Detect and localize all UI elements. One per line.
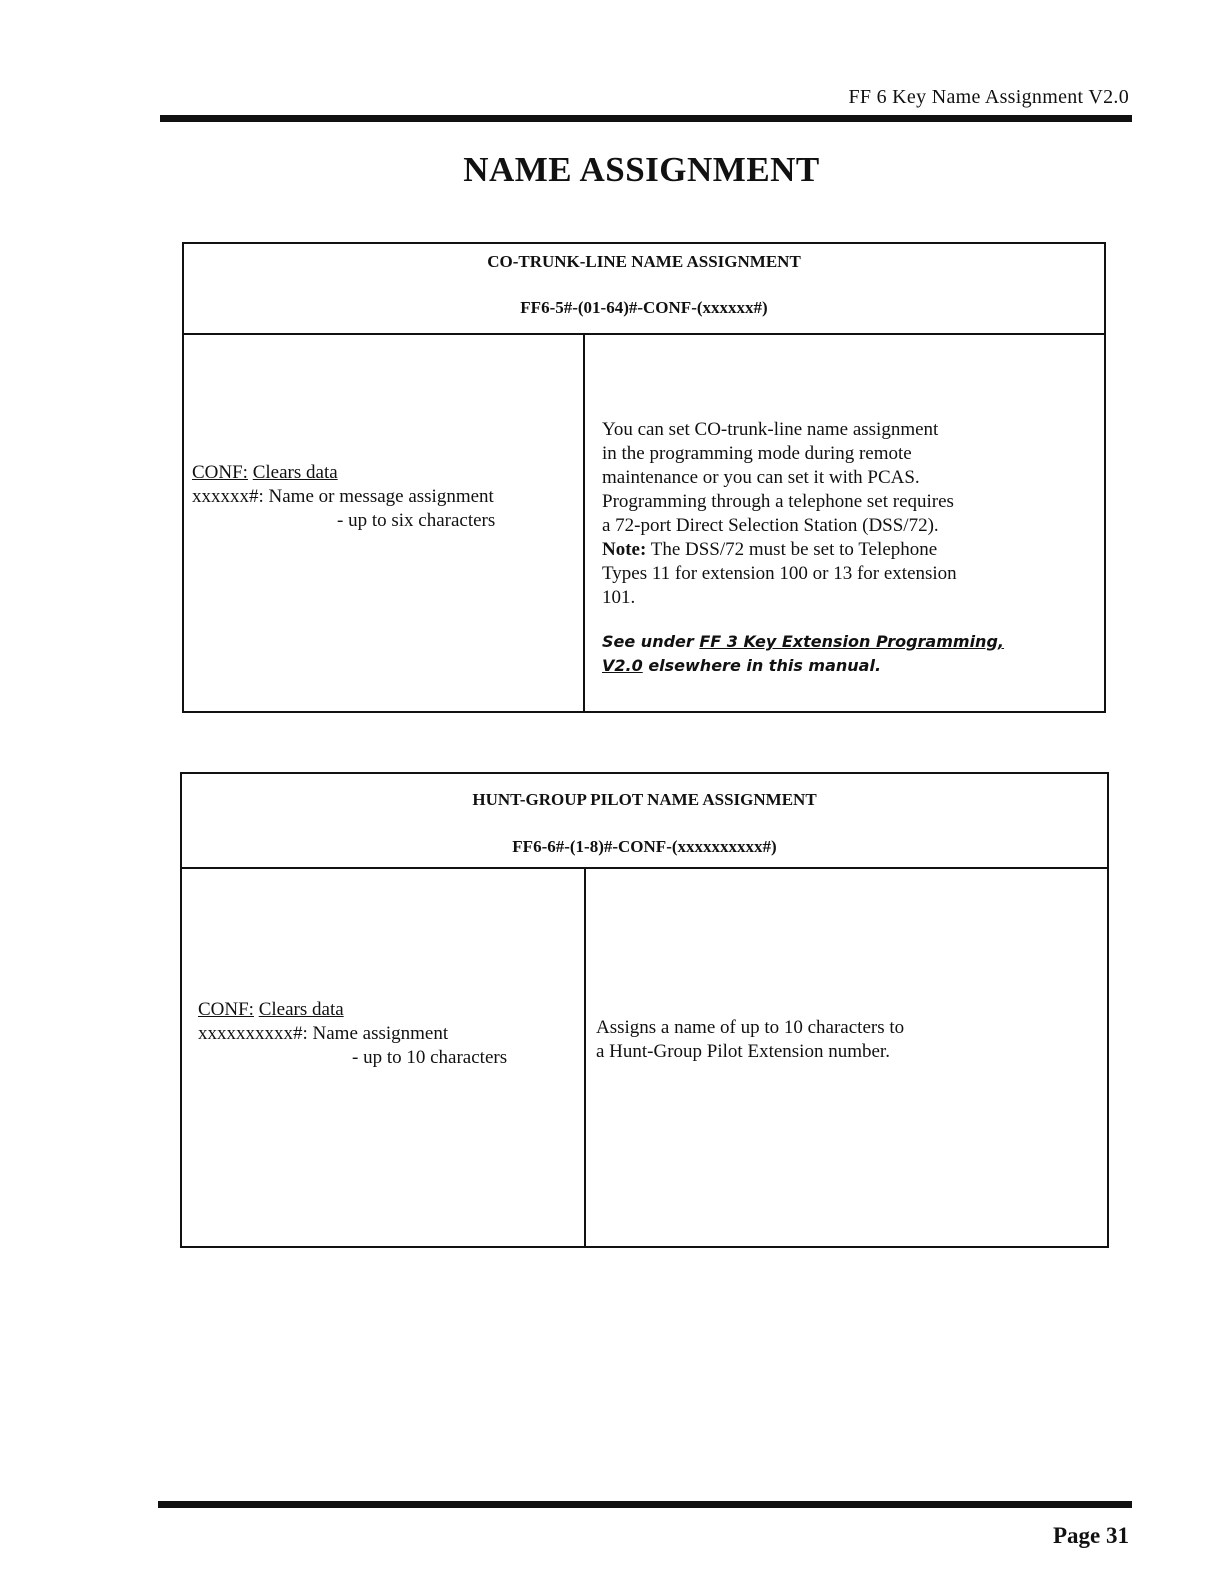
ref-prefix: See under	[602, 632, 694, 651]
section-heading: HUNT-GROUP PILOT NAME ASSIGNMENT	[472, 790, 817, 809]
page-number: Page 31	[1052, 1523, 1129, 1548]
column-divider	[583, 333, 585, 713]
hunt-group-section	[180, 772, 1109, 1248]
param-text: Name or message assignment	[268, 486, 494, 507]
section-left-cell	[192, 461, 582, 533]
column-divider	[584, 867, 586, 1248]
running-header: FF 6 Key Name Assignment V2.0	[848, 86, 1129, 108]
param-code: xxxxxx#:	[192, 486, 264, 507]
section-header	[184, 244, 1104, 335]
co-trunk-line-section	[182, 242, 1106, 713]
section-heading: CO-TRUNK-LINE NAME ASSIGNMENT	[487, 252, 801, 271]
ref-suffix: elsewhere in this manual.	[648, 656, 882, 675]
param-text: Name assignment	[312, 1023, 449, 1044]
conf-text: Clears data	[258, 999, 344, 1020]
note-line: The DSS/72 must be set to Telephone	[650, 539, 938, 560]
description-line: in the programming mode during remote	[602, 443, 912, 464]
conf-label: CONF:	[198, 999, 254, 1020]
page-title: NAME ASSIGNMENT	[463, 150, 820, 189]
section-right-cell	[596, 1016, 1096, 1064]
param-sub: - up to six characters	[337, 510, 496, 531]
description-line: You can set CO-trunk-line name assignment	[602, 419, 939, 440]
description-line: Programming through a telephone set requires	[602, 491, 954, 512]
section-left-cell	[198, 998, 582, 1070]
description-line: a 72-port Direct Selection Station (DSS/72).	[602, 515, 939, 536]
conf-text: Clears data	[252, 462, 338, 483]
section-command: FF6-6#-(1-8)#-CONF-(xxxxxxxxxx#)	[512, 837, 777, 856]
section-right-cell	[602, 418, 1097, 678]
ref-link-version[interactable]: V2.0	[602, 656, 643, 675]
conf-label: CONF:	[192, 462, 248, 483]
description-line: a Hunt-Group Pilot Extension number.	[596, 1041, 890, 1062]
section-command: FF6-5#-(01-64)#-CONF-(xxxxxx#)	[520, 298, 768, 317]
note-label: Note:	[602, 539, 647, 560]
description-line: Assigns a name of up to 10 characters to	[596, 1017, 905, 1038]
param-sub: - up to 10 characters	[352, 1047, 508, 1068]
note-line: 101.	[602, 587, 636, 608]
description-line: maintenance or you can set it with PCAS.	[602, 467, 920, 488]
footer-rule	[158, 1501, 1132, 1508]
ref-link[interactable]: FF 3 Key Extension Programming,	[699, 632, 1004, 651]
header-rule	[160, 115, 1132, 122]
cross-reference	[602, 630, 1097, 678]
section-header	[182, 774, 1107, 869]
param-code: xxxxxxxxxx#:	[198, 1023, 308, 1044]
note-line: Types 11 for extension 100 or 13 for extension	[602, 563, 957, 584]
